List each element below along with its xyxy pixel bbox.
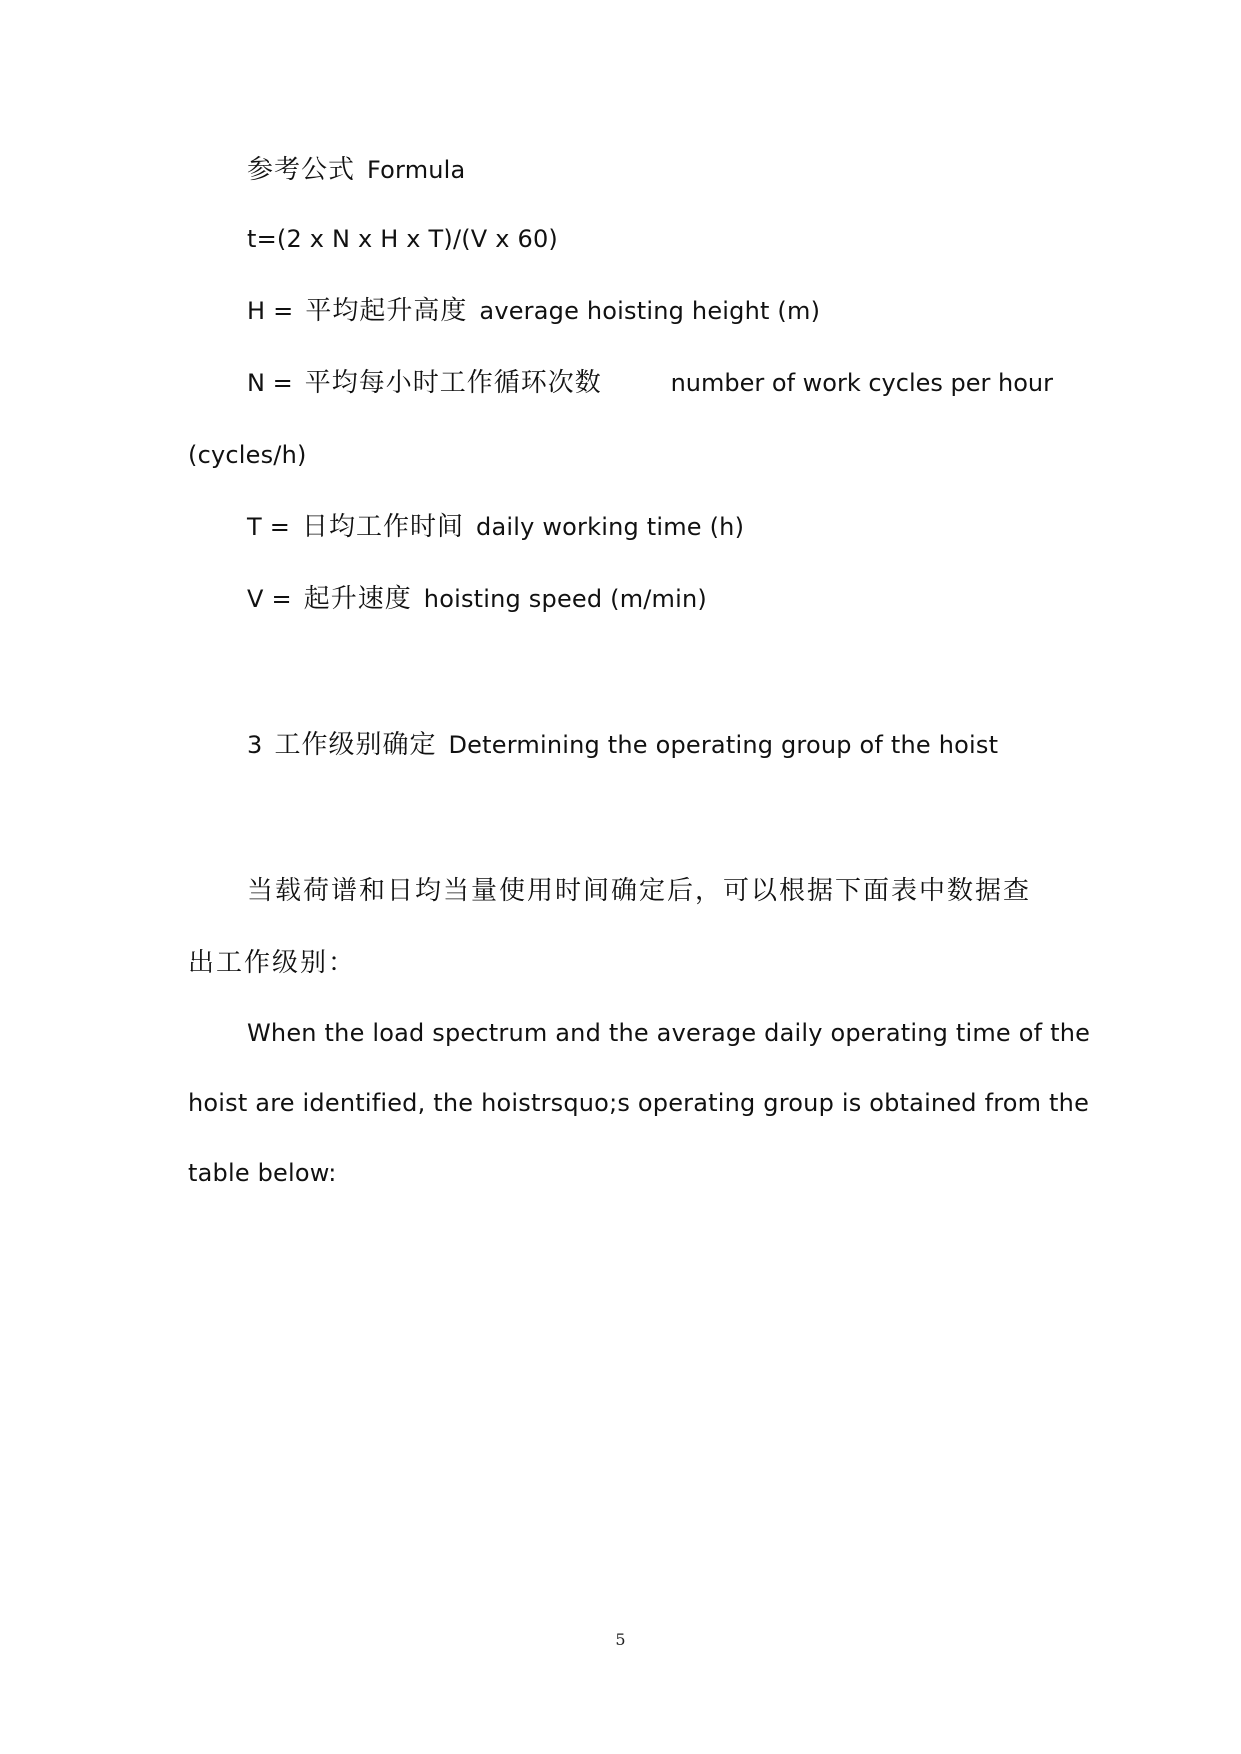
variable-symbol: T =: [247, 513, 290, 541]
formula-heading-cn: 参考公式: [247, 155, 356, 185]
variable-name-cn: 平均每小时工作循环次数: [304, 368, 602, 398]
variable-name-en: number of work cycles per hour: [670, 369, 1053, 397]
formula-heading-en: Formula: [367, 156, 466, 184]
variable-n-continuation: (cycles/h): [188, 441, 307, 469]
section-title-cn: 工作级别确定: [274, 730, 437, 760]
section-number: 3: [247, 731, 263, 759]
paragraph-en-line2: hoist are identified, the hoistrsquo;s operating group is obtained from the: [188, 1089, 1090, 1117]
variable-name-cn: 起升速度: [303, 584, 412, 614]
variable-name-cn: 日均工作时间: [302, 512, 465, 542]
variable-name-en: average hoisting height (m): [479, 297, 821, 325]
variable-t: [247, 510, 744, 544]
variable-symbol: V =: [247, 585, 292, 613]
variable-n: [247, 366, 1053, 400]
page-number: 5: [615, 1630, 626, 1649]
variable-symbol: H =: [247, 297, 294, 325]
variable-name-en: hoisting speed (m/min): [423, 585, 707, 613]
paragraph-cn-line2: 出工作级别：: [188, 948, 357, 978]
paragraph-en-line3: table below:: [188, 1159, 337, 1187]
section-heading: [247, 728, 998, 762]
formula-heading: [247, 153, 465, 187]
variable-name-en: daily working time (h): [476, 513, 745, 541]
variable-h: [247, 294, 820, 328]
variable-v: [247, 582, 707, 616]
formula-equation: t=(2 x N x H x T)/(V x 60): [247, 225, 558, 253]
paragraph-en-line1: When the load spectrum and the average daily operating time of the: [247, 1019, 1091, 1047]
variable-symbol: N =: [247, 369, 293, 397]
section-title-en: Determining the operating group of the hoist: [448, 731, 999, 759]
paragraph-cn-line1: 当载荷谱和日均当量使用时间确定后，可以根据下面表中数据查: [247, 876, 1032, 906]
variable-name-cn: 平均起升高度: [305, 296, 468, 326]
